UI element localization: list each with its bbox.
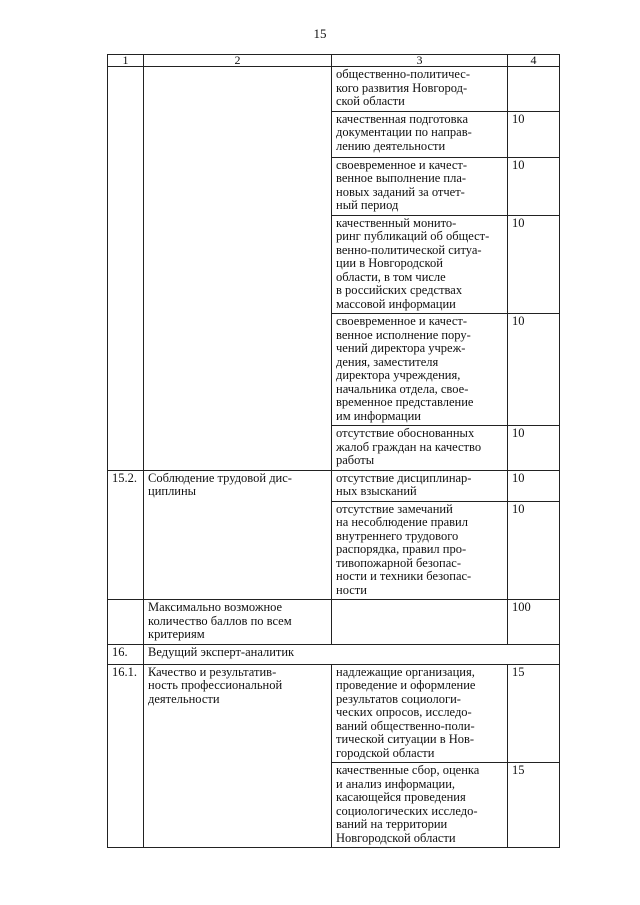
indicator-cell: отсутствие обоснованных жалоб граждан на качество работы bbox=[332, 426, 508, 471]
criterion-cell: Качество и результатив- ность профессиональной деятельности bbox=[144, 664, 332, 848]
row-number bbox=[108, 67, 144, 471]
score-cell: 10 bbox=[508, 111, 560, 157]
indicator-cell: надлежащие организация, проведение и оформление результатов социологи- ческих опросов, исследо- ваний общественно-поли- тической ситуации в Нов- городской области bbox=[332, 664, 508, 763]
score-cell: 10 bbox=[508, 426, 560, 471]
row-number bbox=[108, 600, 144, 645]
score-cell: 15 bbox=[508, 664, 560, 763]
table-header-row bbox=[108, 55, 560, 67]
table-row bbox=[108, 644, 560, 664]
row-number: 16. bbox=[108, 644, 144, 664]
indicator-cell: отсутствие дисциплинар- ных взысканий bbox=[332, 470, 508, 501]
score-cell: 100 bbox=[508, 600, 560, 645]
criteria-table bbox=[107, 54, 560, 848]
table-row bbox=[108, 664, 560, 763]
criterion-cell: Максимально возможное количество баллов по всем критериям bbox=[144, 600, 332, 645]
column-number-3: 3 bbox=[332, 55, 508, 67]
column-number-1: 1 bbox=[108, 55, 144, 67]
table-row bbox=[108, 67, 560, 112]
column-number-4: 4 bbox=[508, 55, 560, 67]
score-cell: 15 bbox=[508, 763, 560, 848]
score-cell: 10 bbox=[508, 501, 560, 600]
indicator-cell: отсутствие замечаний на несоблюдение правил внутреннего трудового распорядка, правил про- тивопожарной безопас- ности и техники безопас- ности bbox=[332, 501, 508, 600]
indicator-cell: своевременное и качест- венное выполнение пла- новых заданий за отчет- ный период bbox=[332, 157, 508, 215]
indicator-cell: общественно-политичес- кого развития Новгород- ской области bbox=[332, 67, 508, 112]
score-cell bbox=[508, 67, 560, 112]
table-row bbox=[108, 470, 560, 501]
indicator-cell: качественный монито- ринг публикаций об общест- венно-политической ситуа- ции в Новгородской области, в том числе в российских средствах массовой информации bbox=[332, 215, 508, 314]
table-row bbox=[108, 600, 560, 645]
indicator-cell bbox=[332, 600, 508, 645]
row-number: 16.1. bbox=[108, 664, 144, 848]
score-cell: 10 bbox=[508, 470, 560, 501]
score-cell: 10 bbox=[508, 157, 560, 215]
section-title: Ведущий эксперт-аналитик bbox=[144, 644, 560, 664]
score-cell: 10 bbox=[508, 215, 560, 314]
score-cell: 10 bbox=[508, 314, 560, 426]
column-number-2: 2 bbox=[144, 55, 332, 67]
indicator-cell: качественные сбор, оценка и анализ информации, касающейся проведения социологических исследо- ваний на территории Новгородской области bbox=[332, 763, 508, 848]
indicator-cell: качественная подготовка документации по направ- лению деятельности bbox=[332, 111, 508, 157]
criterion-cell: Соблюдение трудовой дис- циплины bbox=[144, 470, 332, 600]
page-number: 15 bbox=[313, 26, 327, 41]
criterion-cell bbox=[144, 67, 332, 471]
row-number: 15.2. bbox=[108, 470, 144, 600]
indicator-cell: своевременное и качест- венное исполнение пору- чений директора учреж- дения, заместителя директора учреждения, начальника отдела, свое- временное представление им информации bbox=[332, 314, 508, 426]
